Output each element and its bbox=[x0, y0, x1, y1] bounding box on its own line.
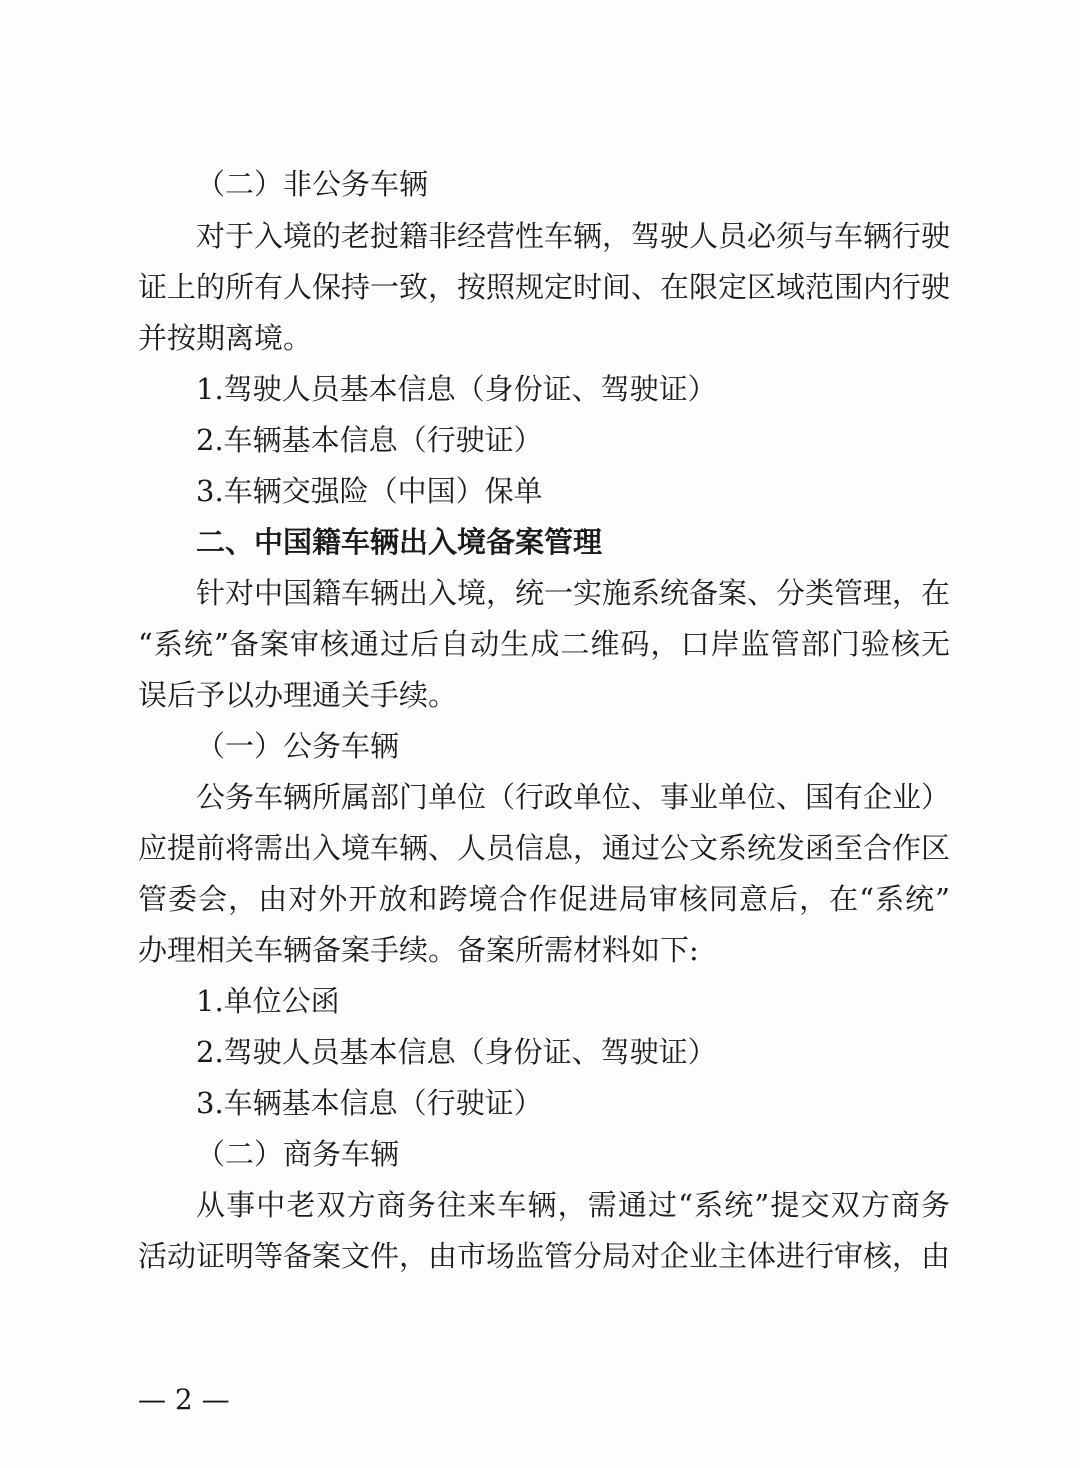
paragraph-line: 误后予以办理通关手续。 bbox=[138, 678, 458, 712]
paragraph-line: 管委会，由对外开放和跨境合作促进局审核同意后，在“系统” bbox=[138, 882, 950, 916]
list-item: 1.单位公函 bbox=[196, 984, 340, 1018]
paragraph-line: 并按期离境。 bbox=[138, 321, 313, 355]
paragraph-line: 从事中老双方商务往来车辆，需通过“系统”提交双方商务 bbox=[196, 1188, 950, 1222]
section-heading: 二、中国籍车辆出入境备案管理 bbox=[196, 525, 603, 559]
paragraph-line: 针对中国籍车辆出入境，统一实施系统备案、分类管理，在 bbox=[196, 576, 950, 610]
list-item: 3.车辆基本信息（行驶证） bbox=[196, 1086, 543, 1120]
list-item: 1.驾驶人员基本信息（身份证、驾驶证） bbox=[196, 372, 717, 406]
paragraph-line: 应提前将需出入境车辆、人员信息，通过公文系统发函至合作区 bbox=[138, 831, 950, 865]
paragraph-line: 活动证明等备案文件，由市场监管分局对企业主体进行审核，由 bbox=[138, 1239, 950, 1273]
paragraph-line: “系统”备案审核通过后自动生成二维码，口岸监管部门验核无 bbox=[138, 627, 950, 661]
subheading-business-vehicles: （二）商务车辆 bbox=[196, 1137, 400, 1171]
list-item: 3.车辆交强险（中国）保单 bbox=[196, 474, 543, 508]
paragraph-line: 公务车辆所属部门单位（行政单位、事业单位、国有企业） bbox=[196, 780, 950, 814]
subheading-official-vehicles: （一）公务车辆 bbox=[196, 729, 400, 763]
subheading-non-official-vehicles: （二）非公务车辆 bbox=[196, 167, 429, 201]
list-item: 2.车辆基本信息（行驶证） bbox=[196, 423, 543, 457]
paragraph-line: 对于入境的老挝籍非经营性车辆，驾驶人员必须与车辆行驶 bbox=[196, 219, 950, 253]
list-item: 2.驾驶人员基本信息（身份证、驾驶证） bbox=[196, 1035, 717, 1069]
paragraph-line: 证上的所有人保持一致，按照规定时间、在限定区域范围内行驶 bbox=[138, 270, 950, 304]
paragraph-line: 办理相关车辆备案手续。备案所需材料如下: bbox=[138, 933, 699, 967]
page-number: — 2 — bbox=[138, 1383, 230, 1416]
